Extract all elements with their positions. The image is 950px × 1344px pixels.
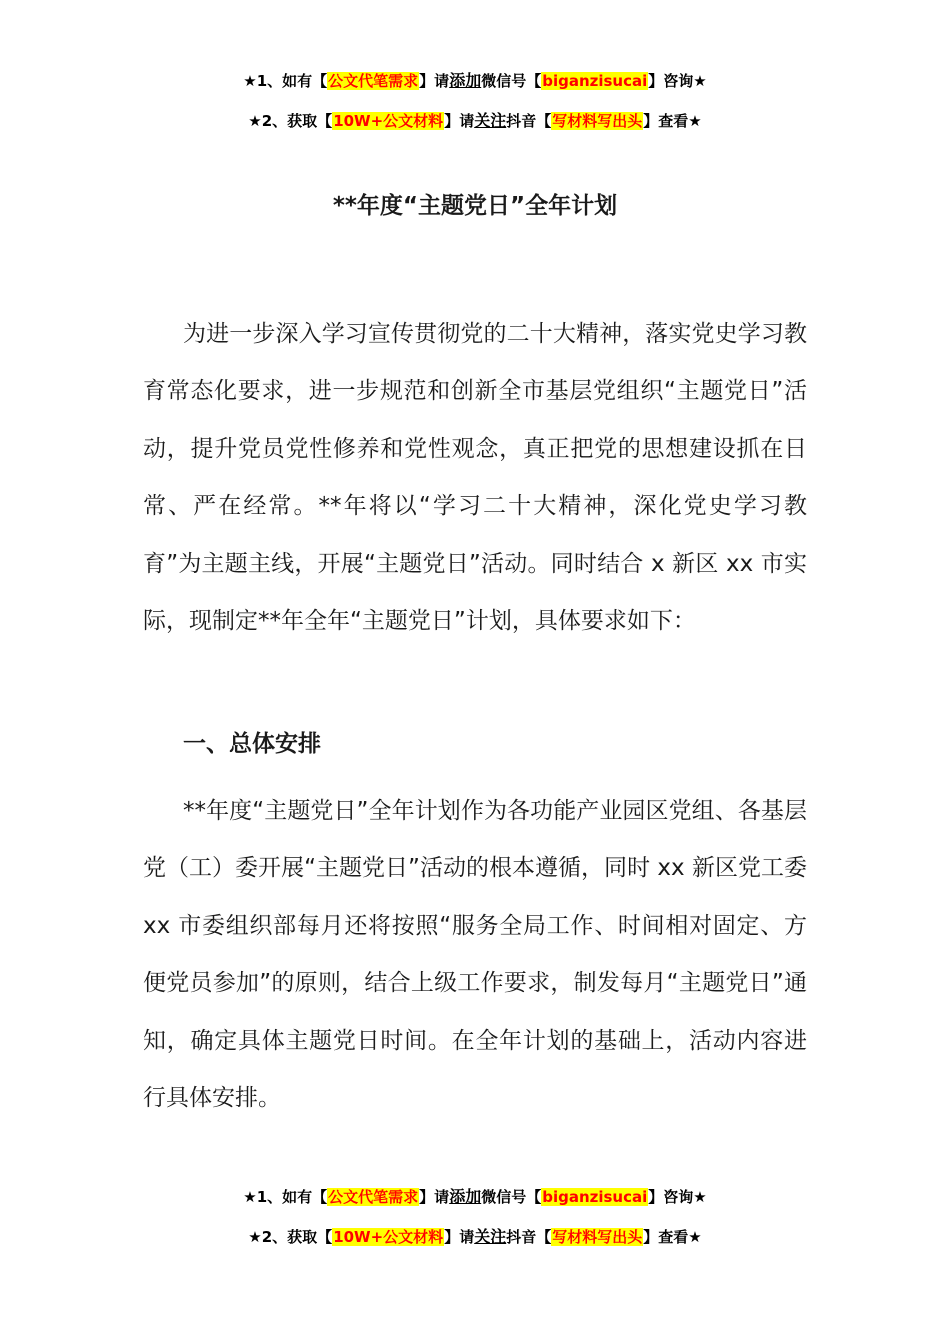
promo-text: 】请 bbox=[444, 112, 475, 130]
promo-underline-add: 添加 bbox=[449, 1187, 482, 1206]
promo-highlight-douyin-account: 写材料写出头 bbox=[552, 112, 643, 130]
document-title: **年度“主题党日”全年计划 bbox=[332, 193, 618, 219]
promo-line-1-bottom bbox=[0, 1186, 950, 1208]
promo-prefix: ★2、获取【 bbox=[248, 1228, 333, 1246]
promo-prefix: ★1、如有【 bbox=[243, 1188, 328, 1206]
promo-text: 微信号【 bbox=[481, 72, 542, 90]
promo-text: 微信号【 bbox=[481, 1188, 542, 1206]
promo-highlight-ghostwriting: 公文代笔需求 bbox=[328, 1188, 419, 1206]
promo-line-1-top bbox=[0, 70, 950, 92]
promo-line-2-top bbox=[0, 110, 950, 132]
section-heading-overall-arrangement: 一、总体安排 bbox=[183, 731, 321, 757]
promo-underline-follow: 关注 bbox=[474, 1227, 507, 1246]
promo-text: 抖音【 bbox=[506, 1228, 552, 1246]
promo-underline-add: 添加 bbox=[449, 71, 482, 90]
intro-paragraph: 为进一步深入学习宣传贯彻党的二十大精神，落实党史学习教育常态化要求，进一步规范和创新全市基层党组织“主题党日”活动，提升党员党性修养和党性观念，真正把党的思想建设抓在日常、严在经常。**年将以“学习二十大精神，深化党史学习教育”为主题主线，开展“主题党日”活动。同时结合 x 新区 xx 市实际，现制定**年全年“主题党日”计划，具体要求如下： bbox=[143, 321, 807, 635]
promo-text: 抖音【 bbox=[506, 112, 552, 130]
promo-suffix: 】咨询★ bbox=[648, 72, 707, 90]
promo-prefix: ★1、如有【 bbox=[243, 72, 328, 90]
promo-highlight-wechat-id: biganzisucai bbox=[542, 1188, 648, 1206]
promo-highlight-materials: 10W+公文材料 bbox=[333, 112, 444, 130]
promo-highlight-douyin-account: 写材料写出头 bbox=[552, 1228, 643, 1246]
promo-underline-follow: 关注 bbox=[474, 111, 507, 130]
promo-suffix: 】咨询★ bbox=[648, 1188, 707, 1206]
promo-suffix: 】查看★ bbox=[643, 112, 702, 130]
promo-highlight-wechat-id: biganzisucai bbox=[542, 72, 648, 90]
promo-text: 】请 bbox=[419, 72, 450, 90]
promo-highlight-materials: 10W+公文材料 bbox=[333, 1228, 444, 1246]
promo-text: 】请 bbox=[444, 1228, 475, 1246]
promo-line-2-bottom bbox=[0, 1226, 950, 1248]
promo-highlight-ghostwriting: 公文代笔需求 bbox=[328, 72, 419, 90]
promo-prefix: ★2、获取【 bbox=[248, 112, 333, 130]
section-paragraph: **年度“主题党日”全年计划作为各功能产业园区党组、各基层党（工）委开展“主题党日”活动的根本遵循，同时 xx 新区党工委 xx 市委组织部每月还将按照“服务全局工作、时间相对固定、方便党员参加”的原则，结合上级工作要求，制发每月“主题党日”通知，确定具体主题党日时间。在全年计划的基础上，活动内容进行具体安排。 bbox=[143, 798, 807, 1112]
promo-suffix: 】查看★ bbox=[643, 1228, 702, 1246]
promo-text: 】请 bbox=[419, 1188, 450, 1206]
